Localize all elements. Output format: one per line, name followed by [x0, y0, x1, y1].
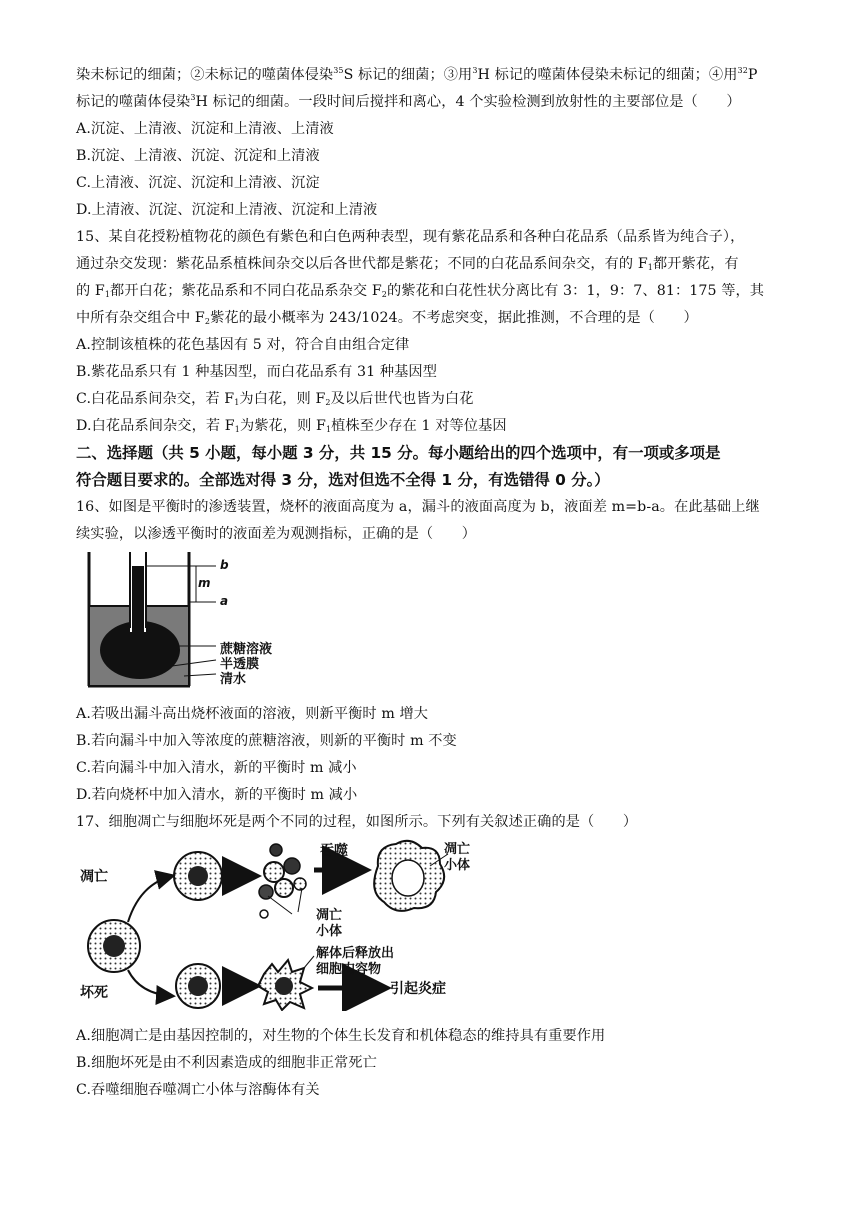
section-heading-line-1: 二、选择题（共 5 小题，每小题 3 分，共 15 分。每小题给出的四个选项中，有一项或多项是: [76, 444, 721, 462]
q15-line-3: [76, 278, 788, 305]
label-apoptosis: 凋亡: [80, 869, 108, 885]
q17-option-b: B.细胞坏死是由不利因素造成的细胞非正常死亡: [76, 1055, 377, 1071]
q15-text: 为紫花，则 F: [239, 418, 326, 434]
sup-3: 3: [190, 93, 196, 102]
q14-line-1: [76, 62, 788, 89]
q14-line-2: [76, 89, 788, 116]
q15-option-a: A.控制该植株的花色基因有 5 对，符合自由组合定律: [76, 337, 410, 353]
q14-option-d: D.上清液、沉淀、沉淀和上清液、沉淀和上清液: [76, 202, 378, 218]
q14-text: P: [747, 67, 758, 83]
label-apoptotic-body-1b: 小体: [444, 858, 471, 873]
section-heading-line-2: 符合题目要求的。全部选对得 3 分，选对但选不全得 1 分，有选错得 0 分。）: [76, 471, 610, 489]
q15-text: 中所有杂交组合中 F: [76, 310, 205, 326]
q15-option-d: [76, 413, 788, 440]
sub-1: 1: [104, 290, 111, 299]
q15-text: 都开白花；紫花品系和不同白花品系杂交 F: [110, 283, 382, 299]
q17-option-a: A.细胞凋亡是由基因控制的，对生物的个体生长发育和机体稳态的维持具有重要作用: [76, 1028, 606, 1044]
q14-text: 标记的噬菌体侵染: [76, 94, 191, 110]
label-necrosis: 坏死: [80, 985, 108, 1001]
label-release-2: 细胞内容物: [316, 962, 382, 977]
exam-page: [76, 62, 788, 1104]
q15-option-b: B.紫花品系只有 1 种基因型，而白花品系有 31 种基因型: [76, 364, 437, 380]
q16-line-1: 16、如图是平衡时的渗透装置，烧杯的液面高度为 a，漏斗的液面高度为 b，液面差 m=b-a。在此基础上继: [76, 499, 760, 515]
osmosis-apparatus-diagram: [76, 548, 296, 698]
sub-1: 1: [647, 263, 653, 272]
label-release-1: 解体后释放出: [316, 946, 395, 961]
q16-option-a: A.若吸出漏斗高出烧杯液面的溶液，则新平衡时 m 增大: [76, 706, 429, 722]
q14-text: 染未标记的细菌；②未标记的噬菌体侵染: [76, 67, 334, 83]
q15-text: C.白花品系间杂交，若 F: [76, 391, 235, 407]
q16-option-d: D.若向烧杯中加入清水，新的平衡时 m 减小: [76, 787, 358, 803]
q17-line-1: 17、细胞凋亡与细胞坏死是两个不同的过程，如图所示。下列有关叙述正确的是（ ）: [76, 814, 638, 830]
q15-text: 紫花的最小概率为 243/1024。不考虑突变，据此推测，不合理的是（ ）: [210, 310, 698, 326]
q15-text: D.白花品系间杂交，若 F: [76, 418, 235, 434]
q15-text: 的 F: [76, 283, 105, 299]
q15-line-1: 15、某自花授粉植物花的颜色有紫色和白色两种表型，现有紫花品系和各种白花品系（品系皆为纯合子），: [76, 229, 745, 245]
q17-option-c: C.吞噬细胞吞噬凋亡小体与溶酶体有关: [76, 1082, 320, 1098]
sub-2: 2: [381, 290, 387, 299]
label-membrane: 半透膜: [220, 657, 260, 672]
cell-death-figure: [78, 836, 478, 1011]
q15-text: 及以后世代也皆为白花: [330, 391, 474, 407]
label-apoptotic-body-2b: 小体: [316, 924, 343, 939]
sub-2: 2: [325, 398, 331, 407]
q15-line-4: [76, 305, 788, 332]
osmosis-figure: [76, 548, 296, 698]
q14-text: H 标记的细菌。一段时间后搅拌和离心，4 个实验检测到放射性的主要部位是（ ）: [195, 94, 741, 110]
label-inflammation: 引起炎症: [390, 981, 446, 997]
q15-text: 都开紫花，有: [652, 256, 739, 272]
q16-option-c: C.若向漏斗中加入清水，新的平衡时 m 减小: [76, 760, 357, 776]
label-b: b: [220, 558, 229, 572]
q14-option-a: A.沉淀、上清液、沉淀和上清液、上清液: [76, 121, 334, 137]
label-m: m: [198, 576, 211, 590]
label-apoptotic-body-1a: 凋亡: [444, 842, 471, 857]
sub-2: 2: [204, 317, 211, 326]
q14-option-b: B.沉淀、上清液、沉淀、沉淀和上清液: [76, 148, 320, 164]
q15-line-2: [76, 251, 788, 278]
q15-text: 植株至少存在 1 对等位基因: [331, 418, 507, 434]
sub-1: 1: [234, 425, 240, 434]
label-apoptotic-body-2a: 凋亡: [316, 908, 343, 923]
sup-32: 32: [737, 66, 748, 75]
q14-text: S 标记的细菌；③用: [343, 67, 473, 83]
q15-text: 的紫花和白花性状分离比有 3：1，9：7、81：175 等，其: [386, 283, 765, 299]
sup-35: 35: [333, 66, 344, 75]
sub-1: 1: [234, 398, 240, 407]
label-a: a: [220, 594, 229, 608]
label-phagocytosis: 吞噬: [320, 843, 348, 859]
q16-option-b: B.若向漏斗中加入等浓度的蔗糖溶液，则新的平衡时 m 不变: [76, 733, 457, 749]
q15-text: 为白花，则 F: [239, 391, 326, 407]
label-water: 清水: [220, 672, 247, 687]
q14-text: H 标记的噬菌体侵染未标记的细菌；④用: [477, 67, 738, 83]
label-sucrose: 蔗糖溶液: [220, 642, 273, 657]
sup-3: 3: [472, 66, 478, 75]
q15-text: 通过杂交发现：紫花品系植株间杂交以后各世代都是紫花；不同的白花品系间杂交，有的 F: [76, 256, 648, 272]
q16-line-2: 续实验，以渗透平衡时的液面差为观测指标，正确的是（ ）: [76, 526, 477, 542]
q15-option-c: [76, 386, 788, 413]
sub-1: 1: [325, 425, 332, 434]
q14-option-c: C.上清液、沉淀、沉淀和上清液、沉淀: [76, 175, 320, 191]
